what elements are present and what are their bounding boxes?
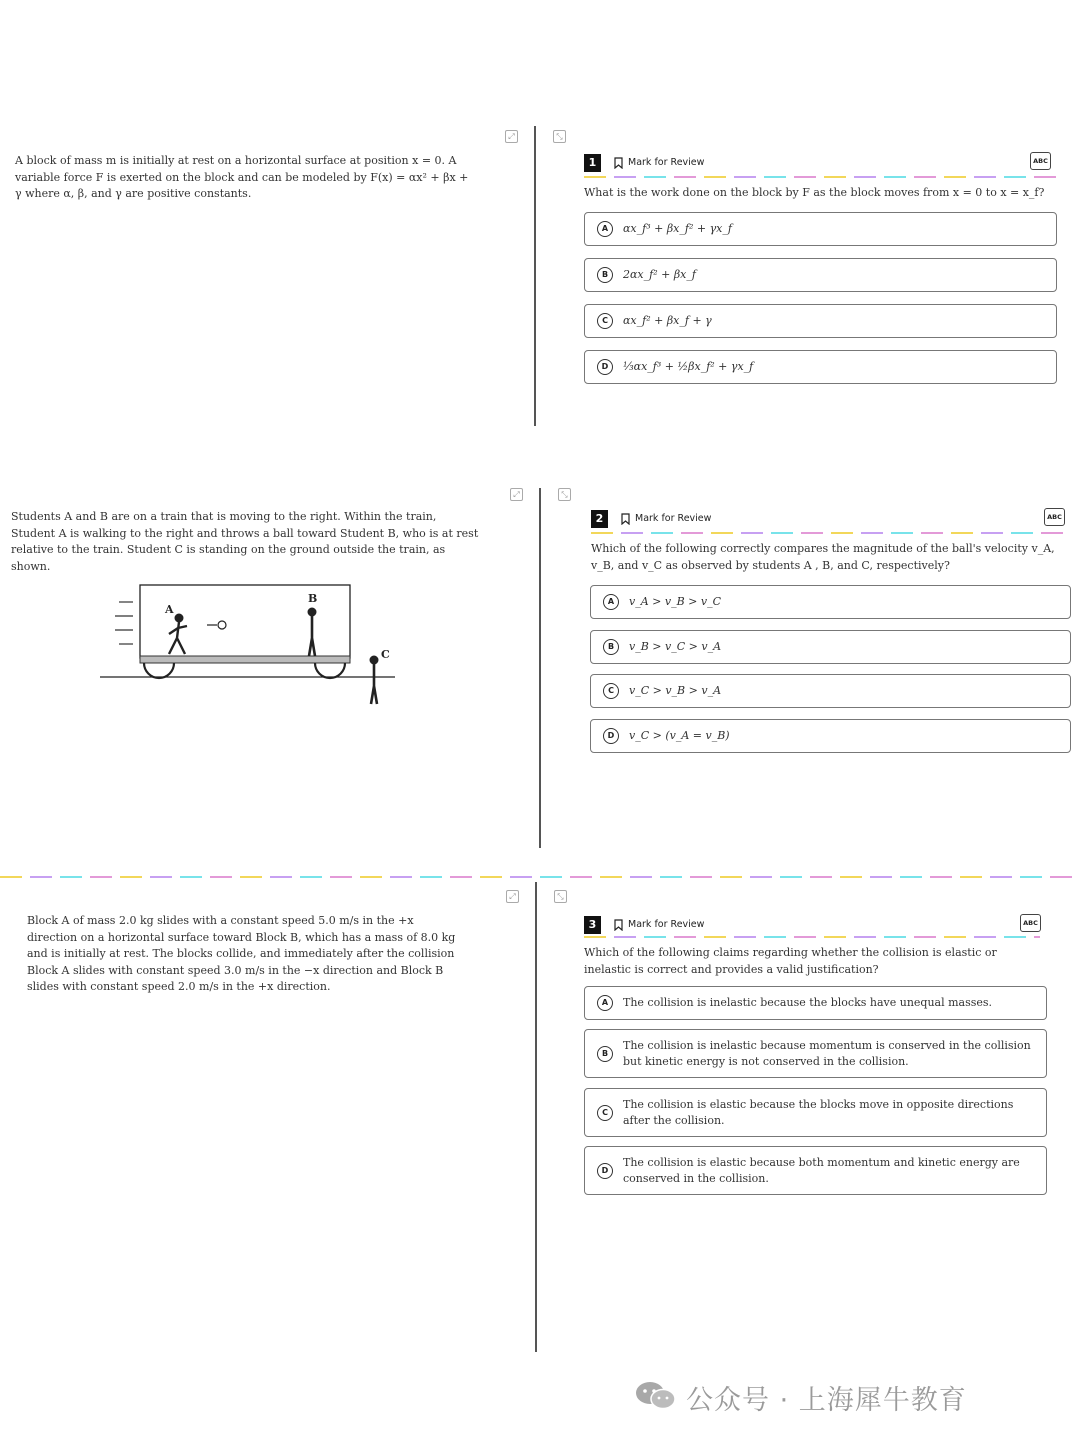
student-b-figure (308, 608, 316, 656)
stimulus-text: Block A of mass 2.0 kg slides with a constant speed 5.0 m/s in the +x direction on a horizontal surface toward Block B, which has a mass of 8.0 kg and is initially at rest. The blocks collide, and immediately after the collision Block A slides with constant speed 3.0 m/s in the −x direction and Block B slides with constant speed 2.0 m/s in the +x direction. (27, 914, 456, 993)
expand-icon[interactable]: ⤢ (506, 890, 519, 903)
mark-for-review-button[interactable]: Mark for Review (628, 157, 705, 168)
question-prompt: Which of the following claims regarding whether the collision is elastic or inelastic is correct and provides a valid justification? (584, 946, 997, 976)
collapse-icon[interactable]: ⤡ (558, 488, 571, 501)
pane-divider[interactable] (539, 488, 541, 848)
answer-choice-d[interactable] (584, 350, 1057, 384)
annotate-abc-button[interactable]: ABC (1020, 914, 1041, 932)
question-panel-3 (0, 872, 1080, 1362)
answer-choice-a[interactable] (584, 212, 1057, 246)
question-header (584, 916, 1040, 936)
label-a: A (165, 603, 174, 616)
answer-choice-b[interactable] (590, 630, 1071, 664)
choice-text: ⅓αx_f³ + ½βx_f² + γx_f (623, 360, 754, 373)
choice-text: v_C > (v_A = v_B) (629, 729, 730, 742)
answer-choice-c[interactable] (590, 674, 1071, 708)
answer-choice-c[interactable] (584, 304, 1057, 338)
question-panel-1 (0, 120, 1080, 440)
question-prompt: Which of the following correctly compares the magnitude of the ball's velocity v_A, v_B, and v_C as observed by students A , B, and C, respectively? (591, 542, 1055, 572)
ball-figure (207, 621, 226, 629)
question-prompt: What is the work done on the block by F as the block moves from x = 0 to x = x_f? (584, 186, 1045, 199)
student-c-figure (370, 656, 378, 704)
question-number: 1 (584, 154, 601, 172)
train-figure (95, 578, 405, 713)
motion-lines (115, 602, 133, 644)
choice-text: v_B > v_C > v_A (629, 640, 722, 653)
choice-letter: C (597, 313, 613, 329)
answer-choice-b[interactable] (584, 258, 1057, 292)
choice-letter: B (597, 267, 613, 283)
question-number: 2 (591, 510, 608, 528)
wheel (144, 663, 174, 678)
expand-icon[interactable]: ⤢ (505, 130, 518, 143)
bookmark-icon[interactable] (614, 919, 623, 931)
question-header (591, 510, 1063, 530)
choice-text: αx_f² + βx_f + γ (623, 314, 712, 327)
question-header (584, 154, 1056, 174)
choice-letter: D (597, 1163, 613, 1179)
watermark-text: 公众号 · 上海犀牛教育 (686, 1385, 967, 1416)
expand-icon[interactable]: ⤢ (510, 488, 523, 501)
pane-divider[interactable] (535, 882, 537, 1352)
annotate-abc-button[interactable]: ABC (1030, 152, 1051, 170)
collapse-icon[interactable]: ⤡ (554, 890, 567, 903)
annotate-abc-button[interactable]: ABC (1044, 508, 1065, 526)
answer-choice-d[interactable] (590, 719, 1071, 753)
answer-choice-a[interactable] (590, 585, 1071, 619)
choice-text: v_C > v_B > v_A (629, 684, 722, 697)
question-panel-2 (0, 478, 1080, 858)
pane-divider[interactable] (534, 126, 536, 426)
label-b: B (308, 592, 318, 605)
header-divider (584, 936, 1040, 938)
choice-letter: C (603, 683, 619, 699)
bookmark-icon[interactable] (621, 513, 630, 525)
top-border (0, 876, 1080, 878)
choice-letter: A (603, 594, 619, 610)
bookmark-icon[interactable] (614, 157, 623, 169)
choice-text: The collision is inelastic because the blocks have unequal masses. (623, 996, 993, 1009)
student-a-figure (169, 614, 187, 654)
choice-text: The collision is elastic because both momentum and kinetic energy are conserved in the collision. (623, 1155, 1020, 1185)
choice-letter: C (597, 1105, 613, 1121)
choice-letter: A (597, 221, 613, 237)
stimulus-text: Students A and B are on a train that is moving to the right. Within the train, Student A is walking to the right and throws a ball toward Student B, who is at rest relative to the train. Student C is standing on the ground outside the train, as shown. (11, 510, 479, 573)
choice-letter: A (597, 995, 613, 1011)
train-floor (140, 656, 350, 663)
choice-text: 2αx_f² + βx_f (623, 268, 696, 281)
answer-choice-b[interactable] (584, 1029, 1047, 1078)
stimulus-text: A block of mass m is initially at rest on a horizontal surface at position x = 0. A variable force F is exerted on the block and can be modeled by F(x) = αx² + βx + γ where α, β, and γ are positive constants. (15, 154, 469, 200)
mark-for-review-button[interactable]: Mark for Review (635, 513, 712, 524)
choice-text: v_A > v_B > v_C (629, 595, 722, 608)
choice-letter: B (603, 639, 619, 655)
wheel (315, 663, 345, 678)
watermark (686, 1378, 967, 1417)
answer-choice-c[interactable] (584, 1088, 1047, 1137)
header-divider (584, 176, 1056, 178)
choice-letter: B (597, 1046, 613, 1062)
header-divider (591, 532, 1063, 534)
mark-for-review-button[interactable]: Mark for Review (628, 919, 705, 930)
choice-letter: D (597, 359, 613, 375)
label-c: C (381, 648, 390, 661)
choice-text: The collision is inelastic because momentum is conserved in the collision but kinetic energy is not conserved in the collision. (623, 1038, 1031, 1068)
collapse-icon[interactable]: ⤡ (553, 130, 566, 143)
choice-text: αx_f³ + βx_f² + γx_f (623, 222, 732, 235)
answer-choice-d[interactable] (584, 1146, 1047, 1195)
wechat-icon (634, 1380, 678, 1410)
answer-choice-a[interactable] (584, 986, 1047, 1020)
choice-letter: D (603, 728, 619, 744)
choice-text: The collision is elastic because the blocks move in opposite directions after the collision. (623, 1097, 1014, 1127)
question-number: 3 (584, 916, 601, 934)
